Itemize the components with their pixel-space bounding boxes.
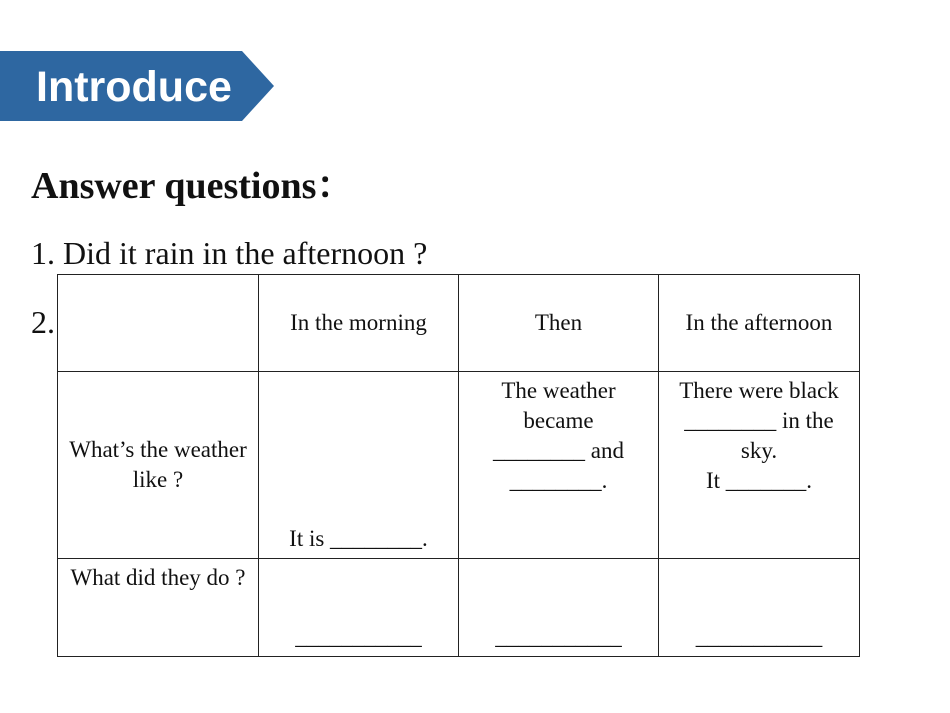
header-cell-blank [58, 275, 259, 372]
table-row-weather [58, 372, 860, 559]
cell-text-line: ________. [509, 468, 608, 493]
activity-morning-cell [259, 559, 459, 657]
cell-text-line: It is ________. [289, 526, 428, 551]
activity-afternoon-cell [659, 559, 860, 657]
row-label-weather: What’s the weather like ? [58, 372, 259, 559]
cell-text-line: ________ in the [684, 408, 834, 433]
cell-text-line: The weather [501, 378, 616, 403]
cell-text-line: ___________ [695, 624, 823, 649]
weather-morning-cell [259, 372, 459, 559]
header-cell-morning: In the morning [259, 275, 459, 372]
cell-text-line: It _______. [705, 468, 813, 493]
header-cell-afternoon: In the afternoon [659, 275, 860, 372]
weather-afternoon-cell [659, 372, 860, 559]
table-header-row [58, 275, 860, 372]
cell-text-line: There were black [679, 378, 839, 403]
activity-then-cell [459, 559, 659, 657]
cell-text-line: ___________ [295, 624, 422, 649]
cell-text-line: became [523, 408, 594, 433]
cell-text-line: ___________ [495, 624, 622, 649]
cell-text-line: ________ and [493, 438, 624, 463]
question-2: 2. [31, 304, 55, 340]
question-1: 1. Did it rain in the afternoon ? [31, 235, 428, 271]
table-row-activity [58, 559, 860, 657]
header-cell-then: Then [459, 275, 659, 372]
page-heading: Answer questions： [31, 165, 355, 207]
weather-then-cell [459, 372, 659, 559]
section-title: Introduce [36, 63, 232, 111]
cell-text-line: sky. [740, 438, 778, 463]
row-label-activity: What did they do ? [58, 559, 259, 657]
weather-table [57, 274, 860, 657]
